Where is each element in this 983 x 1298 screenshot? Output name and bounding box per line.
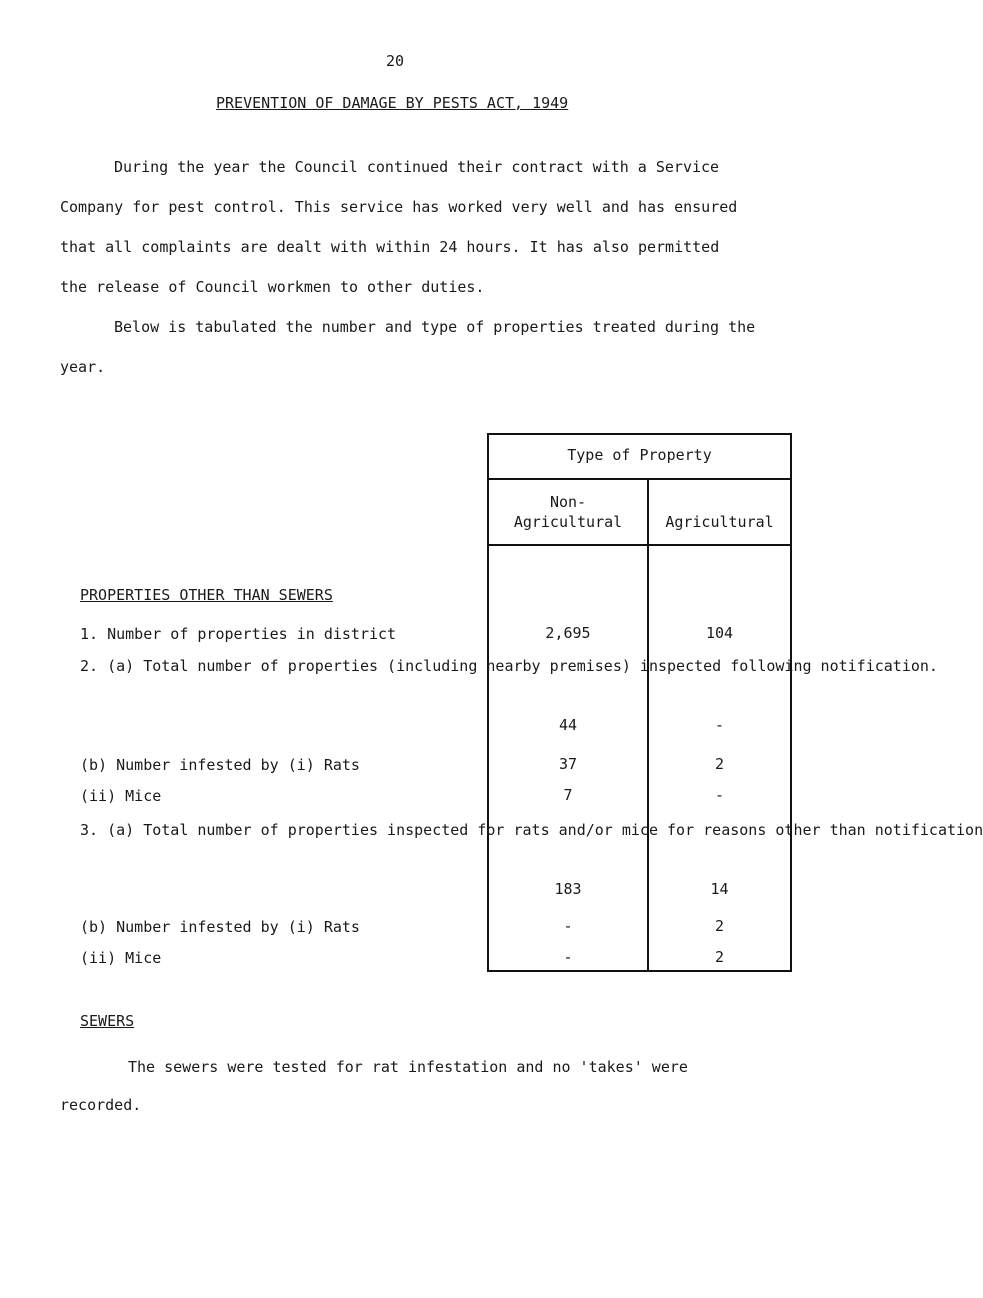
row-label-line: (ii) Mice	[80, 949, 162, 967]
row-label-line: inspected for rats and/or	[387, 821, 613, 839]
row-label-line: 2. (a) Total number of properties	[80, 657, 379, 675]
row-label-line: 3. (a) Total number of properties	[80, 821, 379, 839]
intro-line: the release of Council workmen to other duties.	[60, 278, 485, 296]
section-heading: PROPERTIES OTHER THAN SEWERS	[80, 586, 333, 604]
cell-agricultural: 2	[714, 948, 725, 966]
intro-line: that all complaints are dealt with within 24 hours. It has also permitted	[60, 238, 720, 256]
table-border-right	[790, 433, 792, 972]
agricultural-header: Agricultural	[665, 513, 774, 531]
cell-agricultural: -	[714, 716, 725, 734]
row-label	[80, 917, 360, 937]
non-agricultural-header	[489, 492, 647, 532]
row-label-line: (b) Number infested by (i) Rats	[80, 756, 360, 774]
non-agricultural-header-line: Non-	[549, 493, 587, 511]
row-label	[80, 948, 161, 968]
row-label-line: (b) Number infested by (i) Rats	[80, 918, 360, 936]
cell-agricultural: 14	[710, 880, 729, 898]
cell-agricultural: 104	[705, 624, 734, 642]
row-label	[80, 656, 938, 676]
row-label	[80, 820, 983, 840]
row-label-line: (ii) Mice	[80, 787, 162, 805]
sewers-line: The sewers were tested for rat infestation and no 'takes' were	[128, 1058, 688, 1076]
row-label-line: notification.	[820, 657, 938, 675]
table-divider-header	[487, 544, 792, 546]
intro-line: year.	[60, 358, 106, 376]
row-label-line: mice for reasons other than	[621, 821, 866, 839]
page-title: PREVENTION OF DAMAGE BY PESTS ACT, 1949	[216, 94, 569, 112]
sewers-heading: SEWERS	[80, 1012, 135, 1030]
cell-non-agricultural: -	[563, 948, 573, 966]
cell-non-agricultural: 183	[554, 880, 582, 898]
intro-line: During the year the Council continued their contract with a Service	[114, 158, 720, 176]
cell-non-agricultural: 37	[558, 755, 578, 773]
intro-text	[60, 147, 780, 387]
table-border-bottom	[487, 970, 792, 972]
cell-non-agricultural: 44	[558, 716, 578, 734]
intro-line: Company for pest control. This service has worked very well and has ensured	[60, 198, 738, 216]
cell-agricultural: 2	[714, 917, 725, 935]
cell-non-agricultural: 7	[563, 786, 573, 804]
row-label-line: notification	[874, 821, 983, 839]
row-label	[80, 786, 161, 806]
cell-non-agricultural: 2,695	[545, 624, 591, 642]
non-agricultural-header-line: Agricultural	[513, 513, 623, 531]
cell-agricultural: 2	[714, 755, 725, 773]
table-border-top	[487, 433, 792, 435]
type-of-property-header: Type of Property	[567, 446, 712, 464]
sewers-text	[60, 1048, 780, 1124]
row-label-line: 1. Number of properties in district	[80, 625, 397, 643]
table-divider-type	[487, 478, 792, 480]
row-label-line: inspected following	[639, 657, 812, 675]
cell-non-agricultural: -	[563, 917, 573, 935]
row-label	[80, 755, 360, 775]
sewers-line: recorded.	[60, 1096, 142, 1114]
cell-agricultural: -	[714, 786, 725, 804]
intro-line: Below is tabulated the number and type of properties treated during the	[114, 318, 756, 336]
row-label	[80, 624, 396, 644]
page-number: 20	[386, 52, 405, 70]
row-label-line: (including nearby premises)	[387, 657, 631, 675]
